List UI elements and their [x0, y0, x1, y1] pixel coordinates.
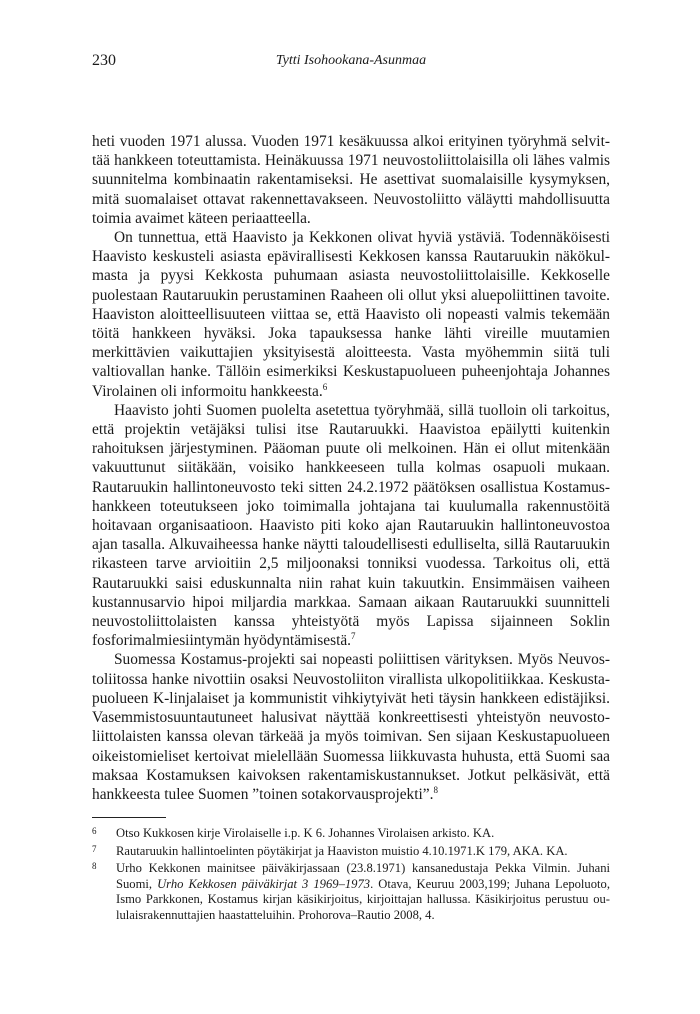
footnote-book-title: Urho Kekkosen päiväkirjat 3 1969–1973 — [157, 876, 371, 891]
footnote — [92, 844, 610, 860]
footnotes — [92, 826, 610, 925]
page-number: 230 — [92, 52, 116, 69]
paragraph — [92, 401, 610, 651]
paragraph — [92, 132, 610, 228]
footnote-text-cont: . Otava, Keuruu 2003,199; Juhana Lepoluoto, Ismo Parkkonen, Kostamus kirjan käsikirjoitus, kirjoittajan hallussa. Käsikirjoitus perustuu oululaisrakennuttajien haastatteluihin. Prohorova–Rautio 2008, 4. — [116, 876, 610, 922]
footnote-number: 7 — [92, 843, 97, 854]
paragraph — [92, 650, 610, 804]
paragraph — [92, 228, 610, 401]
footnote-text: Urho Kekkonen mainitsee päiväkirjassaan (23.8.1971) kansanedustaja Pekka Vilmin. Juhani Suomi, — [116, 861, 610, 891]
footnote-ref[interactable]: 8 — [433, 784, 438, 795]
footnote-text: Rautaruukin hallintoelinten pöytäkirjat ja Haaviston muistio 4.10.1971.K 179, AKA. KA. — [116, 843, 568, 858]
footnote — [92, 861, 610, 923]
footnote-number: 8 — [92, 861, 97, 871]
running-head: Tytti Isohookana-Asunmaa — [275, 53, 427, 68]
paragraph-text: Haavisto johti Suomen puolelta asetettua työryhmää, sillä tuolloin oli tarkoitus, että projektin vetäjäksi tulisi itse Rautaruukki. Haavistoa epäilytti kuitenkin rahoituksen järjestyminen. Pääoman puute oli melkoinen. Hän ei ollut mitenkään vakuuttunut siitäkään, voisiko hankkeeseen tulla kolmas osapuoli mukaan. Rautaruukin hallintoneuvosto teki sitten 24.2.1972 päätöksen osallistua Kostamus-hankkeen toteutukseen joko toimimalla johtajana tai kuulumalla rakennustöitä hoitavaan organisaatioon. Haavisto piti koko ajan Rautaruukin hallintoneuvostoa ajan tasalla. Alkuvaiheessa hanke näytti taloudellisesti edulliselta, sillä Rautaruukin rikasteen tarve arvioitiin 2,5 miljoonaksi tonniksi vuodessa. Tarkoitus oli, että Rautaruukki saisi eduskunnalta niin rahat kuin takuutkin. Ensimmäisen vaiheen kustannusarvio hipoi miljardia markkaa. Samaan aikaan Rautaruukki suunnitteli neuvostoliittolaisten kanssa yhteistyötä myös Lapissa sijainneen Soklin fosforimalmiesiintymän hyödyntämisestä. — [92, 401, 610, 650]
paragraph-text: heti vuoden 1971 alussa. Vuoden 1971 kesäkuussa alkoi erityinen työryhmä selvittää hankkeen toteuttamista. Heinäkuussa 1971 neuvostoliittolaisilla oli lähes valmis suunnitelma kombinaatin rakentamiseksi. He asettivat suomalaisille kysymyksen, mitä suomalaiset ottavat rakennettavakseen. Neuvostoliitto väläytti mahdollisuutta toimia avaimet käteen periaatteella. — [92, 133, 610, 227]
footnote-number: 6 — [92, 826, 97, 836]
paragraph-text: On tunnettua, että Haavisto ja Kekkonen olivat hyviä ystäviä. Todennäköisesti Haavisto keskusteli asiasta epävirallisesti Kekkosen kanssa Rautaruukin näkökulmasta ja pyysi Kekkosta puhumaan asiasta neuvostoliittolaisille. Kekkoselle puolestaan Rautaruukin perustaminen Raaheen oli ollut yksi aluepoliittinen tavoite. Haaviston aloitteellisuuteen viittaa se, että Haavisto oli nopeasti valmis tekemään töitä hankkeen hyväksi. Joka tapauksessa hanke lähti vireille muutamien merkittävien vaikuttajien yksityisestä aloitteesta. Vasta myöhemmin siitä tuli valtiovallan hanke. Tällöin esimerkiksi Keskustapuolueen puheenjohtaja Johannes Virolainen oli informoitu hankkeesta. — [92, 229, 610, 400]
paragraph-text: Suomessa Kostamus-projekti sai nopeasti poliittisen värityksen. Myös Neuvostoliitossa hanke nivottiin osaksi Neuvostoliiton virallista ulkopolitiikkaa. Keskustapuolueen K-linjalaiset ja kommunistit vihkiytyivät heti täysin hankkeen edistäjiksi. Vasemmistosuuntautuneet halusivat näyttää konkreettisesti yhteistyön neuvostoliittolaisten kanssa olevan tärkeää ja myös toimivan. Sen sijaan Keskustapuolueen oikeistomieliset kertoivat mielellään Suomessa liikkuvasta huhusta, että Suomi saa maksaa Kostamuksen kaivoksen rakentamiskustannukset. Jotkut pelkäsivät, että hankkeesta tulee Suomen ”toinen sotakorvausprojekti”. — [92, 651, 610, 803]
page-header — [92, 52, 610, 74]
body-text — [92, 132, 610, 804]
footnote-text: Otso Kukkosen kirje Virolaiselle i.p. K 6. Johannes Virolaisen arkisto. KA. — [116, 826, 495, 840]
footnote-ref[interactable]: 7 — [351, 631, 356, 642]
footnote-divider — [92, 817, 166, 818]
footnote-ref[interactable]: 6 — [322, 381, 328, 392]
footnote — [92, 826, 610, 842]
